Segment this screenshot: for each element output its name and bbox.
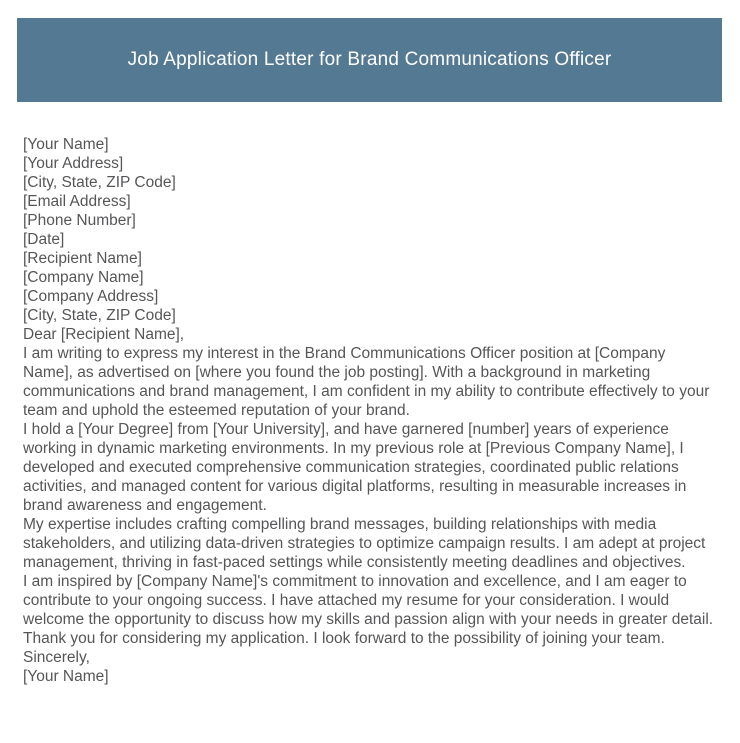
letter-paragraph-expertise: My expertise includes crafting compelling brand messages, building relationships with media stakeholders, and utilizing data-driven strategies to optimize campaign results. I am adept at project management, thriving in fast-paced settings while consistently meeting deadlines and objectives. <box>23 516 706 571</box>
address-line-date: [Date] <box>23 231 65 248</box>
letter-paragraph-experience: I hold a [Your Degree] from [Your University], and have garnered [number] years of experience working in dynamic marketing environments. In my previous role at [Previous Company Name], I developed and executed comprehensive communication strategies, coordinated public relations activities, and managed content for various digital platforms, resulting in measurable increases in brand awareness and engagement. <box>23 421 687 514</box>
letter-paragraph-thanks: Thank you for considering my application. I look forward to the possibility of joining your team. <box>23 630 665 647</box>
page-title: Job Application Letter for Brand Communications Officer <box>127 49 612 70</box>
letter-paragraph-motivation: I am inspired by [Company Name]'s commitment to innovation and excellence, and I am eager to contribute to your ongoing success. I have attached my resume for your consideration. I would welcome the opportunity to discuss how my skills and passion align with your needs in greater detail. <box>23 573 714 628</box>
title-banner <box>17 18 722 102</box>
address-line-company-address: [Company Address] <box>23 288 159 305</box>
letter-body <box>23 135 717 686</box>
address-line-email: [Email Address] <box>23 193 131 210</box>
closing: Sincerely, <box>23 649 90 666</box>
address-line-company-name: [Company Name] <box>23 269 144 286</box>
letter-paragraph-intro: I am writing to express my interest in the Brand Communications Officer position at [Company Name], as advertised on [where you found the job posting]. With a background in marketing communications and brand management, I am confident in my ability to contribute effectively to your team and uphold the esteemed reputation of your brand. <box>23 345 710 419</box>
address-line-city-state-zip: [City, State, ZIP Code] <box>23 174 176 191</box>
salutation: Dear [Recipient Name], <box>23 326 185 343</box>
signature: [Your Name] <box>23 668 109 685</box>
address-line-phone: [Phone Number] <box>23 212 136 229</box>
address-line-recipient-name: [Recipient Name] <box>23 250 142 267</box>
address-line-your-address: [Your Address] <box>23 155 124 172</box>
address-line-company-city-state-zip: [City, State, ZIP Code] <box>23 307 176 324</box>
address-line-your-name: [Your Name] <box>23 136 109 153</box>
